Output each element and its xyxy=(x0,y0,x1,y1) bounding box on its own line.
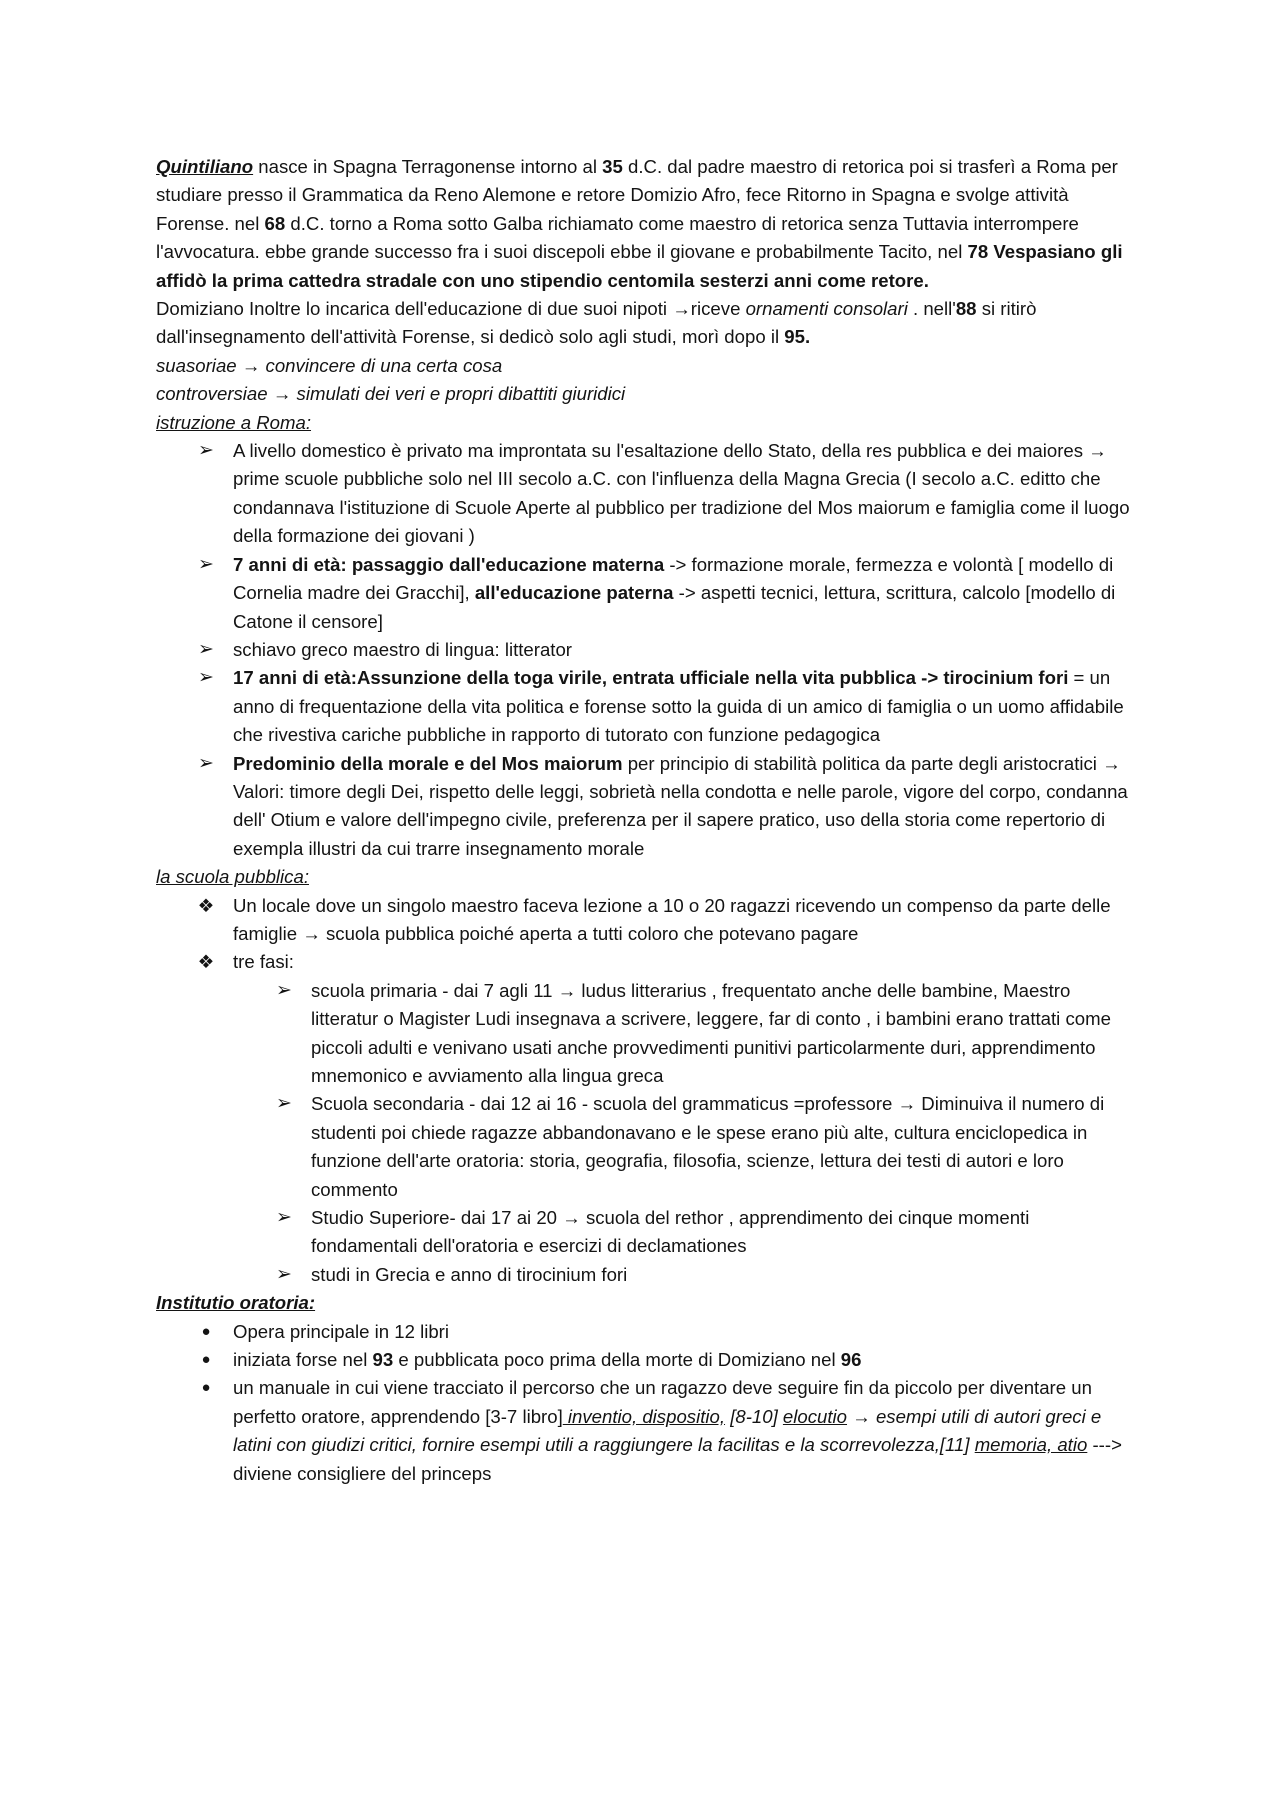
istruzione-heading: istruzione a Roma: xyxy=(156,411,312,433)
list-item: ➢ A livello domestico è privato ma improntata su l'esaltazione dello Stato, della res pubblica e dei maiores → prime scuole pubbliche solo nel III secolo a.C. con l'influenza della Magna Grecia (I secolo a.C. editto che condannava l'istituzione di Scuole Aperte al pubblico per tradizione del Mos maiorum e famiglia come il luogo della formazione dei giovani ) xyxy=(156,437,1136,551)
sub-list-item: ➢ scuola primaria - dai 7 agli 11 → ludus litterarius , frequentato anche delle bambine, Maestro litteratur o Magister Ludi insegnava a scrivere, leggere, far di conto , i bambini erano trattati come piccoli adulti e venivano usati anche provvedimenti punitivi particolarmente duri, apprendimento mnemonico e avviamento alla lingua greca xyxy=(156,977,1136,1091)
sub-list-item: ➢ Scuola secondaria - dai 12 ai 16 - scuola del grammaticus =professore → Diminuiva il numero di studenti poi chiede ragazze abbandonavano e le spese erano più alte, cultura enciclopedica in funzione dell'arte oratoria: storia, geografia, filosofia, scienze, lettura dei testi di autori e loro commento xyxy=(156,1090,1136,1204)
list-item: ➢ Predominio della morale e del Mos maiorum per principio di stabilità politica da parte degli aristocratici → Valori: timore degli Dei, rispetto delle leggi, sobrietà nella condotta e nelle parole, vigore del corpo, condanna dell' Otium e valore dell'impegno civile, preferenza per il sapere pratico, uso della storia come repertorio di exempla illustri da cui trarre insegnamento morale xyxy=(156,750,1136,864)
list-item: ➢ schiavo greco maestro di lingua: litterator xyxy=(156,636,1136,664)
arrowhead-bullet-icon: ➢ xyxy=(198,638,214,660)
author-name: Quintiliano xyxy=(156,156,254,177)
arrowhead-bullet-icon: ➢ xyxy=(276,979,292,1001)
sub-list-item: ➢ Studio Superiore- dai 17 ai 20 → scuola del rethor , apprendimento dei cinque momenti fondamentali dell'oratoria e esercizi di declamationes xyxy=(156,1204,1136,1261)
diamond-bullet-icon: ❖ xyxy=(197,894,215,916)
suasoriae-line: suasoriae → convincere di una certa cosa xyxy=(156,354,503,376)
dot-bullet-icon: ● xyxy=(201,1322,211,1340)
intro-paragraph: Quintiliano nasce in Spagna Terragonense intorno al 35 d.C. dal padre maestro di retorica poi si trasferì a Roma per studiare presso il Grammatica da Reno Alemone e retore Domizio Afro, fece Ritorno in Spagna e svolge attività Forense. nel 68 d.C. torno a Roma sotto Galba richiamato come maestro di retorica senza Tuttavia interrompere l'avvocatura. ebbe grande successo fra i suoi discepoli ebbe il giovane e probabilmente Tacito, nel 78 Vespasiano gli affidò la prima cattedra stradale con uno stipendio centomila sesterzi anni come retore. xyxy=(156,156,1123,291)
list-item: ● Opera principale in 12 libri xyxy=(156,1318,1136,1346)
list-item: ● iniziata forse nel 93 e pubblicata poco prima della morte di Domiziano nel 96 xyxy=(156,1346,1136,1374)
list-item: ❖ tre fasi: xyxy=(156,948,1136,976)
diamond-bullet-icon: ❖ xyxy=(197,951,215,973)
sub-list-item: ➢ studi in Grecia e anno di tirocinium fori xyxy=(156,1261,1136,1289)
list-item: ● un manuale in cui viene tracciato il percorso che un ragazzo deve seguire fin da piccolo per diventare un perfetto oratore, apprendendo [3-7 libro] inventio, dispositio, [8-10] elocutio → esempi utili di autori greci e latini con giudizi critici, fornire esempi utili a raggiungere la facilitas e la scorrevolezza,[11] memoria, atio ---> diviene consigliere del princeps xyxy=(156,1374,1136,1488)
institutio-heading: Institutio oratoria: xyxy=(156,1292,316,1314)
list-item: ➢ 17 anni di età:Assunzione della toga virile, entrata ufficiale nella vita pubblica -> tirocinium fori = un anno di frequentazione della vita politica e forense sotto la guida di un amico di famiglia o un uomo affidabile che rivestiva cariche pubbliche in rapporto di tutorato con funzione pedagogica xyxy=(156,664,1136,749)
arrowhead-bullet-icon: ➢ xyxy=(198,752,214,774)
list-item: ➢ 7 anni di età: passaggio dall'educazione materna -> formazione morale, fermezza e volontà [ modello di Cornelia madre dei Gracchi], all'educazione paterna -> aspetti tecnici, lettura, scrittura, calcolo [modello di Catone il censore] xyxy=(156,551,1136,636)
arrowhead-bullet-icon: ➢ xyxy=(198,440,214,462)
list-item: ❖ Un locale dove un singolo maestro faceva lezione a 10 o 20 ragazzi ricevendo un compenso da parte delle famiglie → scuola pubblica poiché aperta a tutti coloro che potevano pagare xyxy=(156,892,1136,949)
arrowhead-bullet-icon: ➢ xyxy=(276,1207,292,1229)
arrowhead-bullet-icon: ➢ xyxy=(198,553,214,575)
controversiae-line: controversiae → simulati dei veri e propri dibattiti giuridici xyxy=(156,383,626,405)
arrowhead-bullet-icon: ➢ xyxy=(198,667,214,689)
domiziano-paragraph: Domiziano Inoltre lo incarica dell'educazione di due suoi nipoti →riceve ornamenti consolari . nell'88 si ritirò dall'insegnamento dell'attività Forense, si dedicò solo agli studi, morì dopo il 95. xyxy=(156,298,1037,348)
arrowhead-bullet-icon: ➢ xyxy=(276,1263,292,1285)
document-page xyxy=(156,153,1136,1488)
scuola-heading: la scuola pubblica: xyxy=(156,866,309,888)
dot-bullet-icon: ● xyxy=(201,1379,211,1397)
dot-bullet-icon: ● xyxy=(201,1351,211,1369)
arrowhead-bullet-icon: ➢ xyxy=(276,1093,292,1115)
